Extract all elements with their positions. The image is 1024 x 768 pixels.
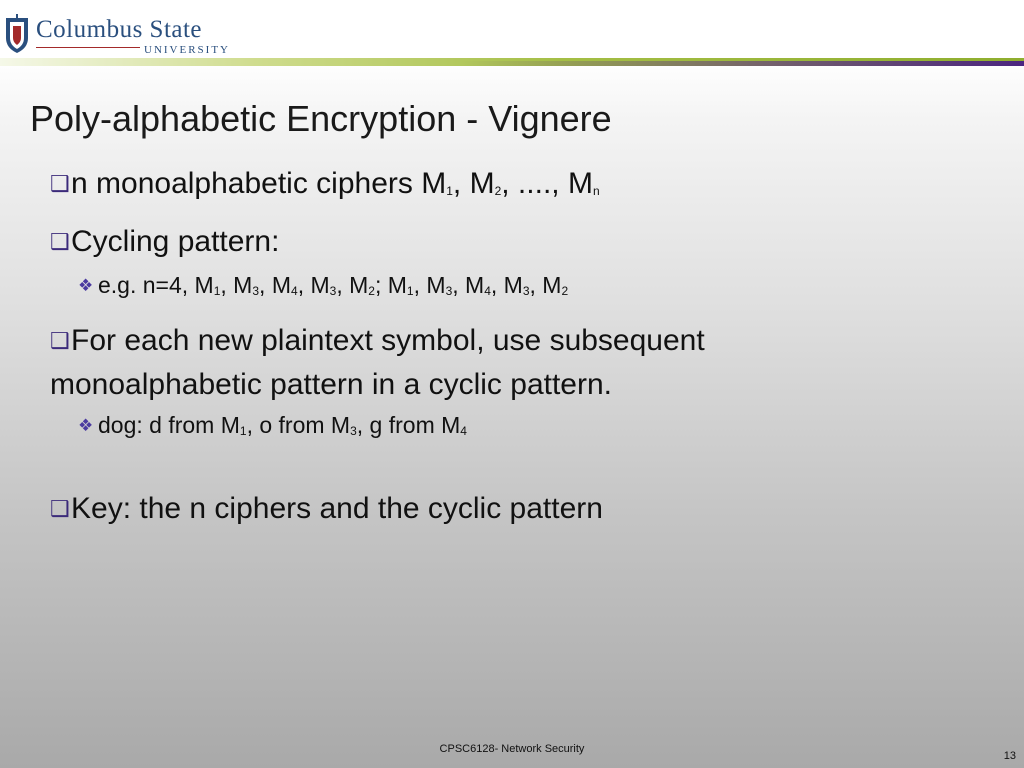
bullet-item: ❑Key: the n ciphers and the cyclic pattern [50,487,603,531]
logo-wordmark: Columbus State [36,16,203,43]
square-bullet-icon: ❑ [50,229,70,254]
page-number: 13 [1003,750,1016,762]
bullet-item: ❑n monoalphabetic ciphers M1, M2, ...., Mn [50,162,600,213]
bullet-item-continuation: monoalphabetic pattern in a cyclic pattern. [50,368,612,401]
shield-icon [4,14,30,54]
header-bar [0,0,1024,58]
slide-title: Poly-alphabetic Encryption - Vignere [30,98,612,139]
logo-subtitle: UNIVERSITY [144,44,230,56]
square-bullet-icon: ❑ [50,496,70,521]
footer-course: CPSC6128- Network Security [439,743,585,755]
square-bullet-icon: ❑ [50,328,70,353]
bullet-item: ❑For each new plaintext symbol, use subsequent [50,319,705,363]
sub-bullet-item: ❖ e.g. n=4, M1, M3, M4, M3, M2; M1, M3, M4, M3, M2 [78,270,568,306]
bullet-item: ❑Cycling pattern: [50,220,279,264]
university-logo [4,14,234,60]
diamond-bullet-icon: ❖ [78,416,94,435]
logo-rule [36,47,140,48]
header-stripe-accent [0,61,1024,66]
diamond-bullet-icon: ❖ [78,276,94,295]
square-bullet-icon: ❑ [50,171,70,196]
sub-bullet-item: ❖ dog: d from M1, o from M3, g from M4 [78,410,467,446]
